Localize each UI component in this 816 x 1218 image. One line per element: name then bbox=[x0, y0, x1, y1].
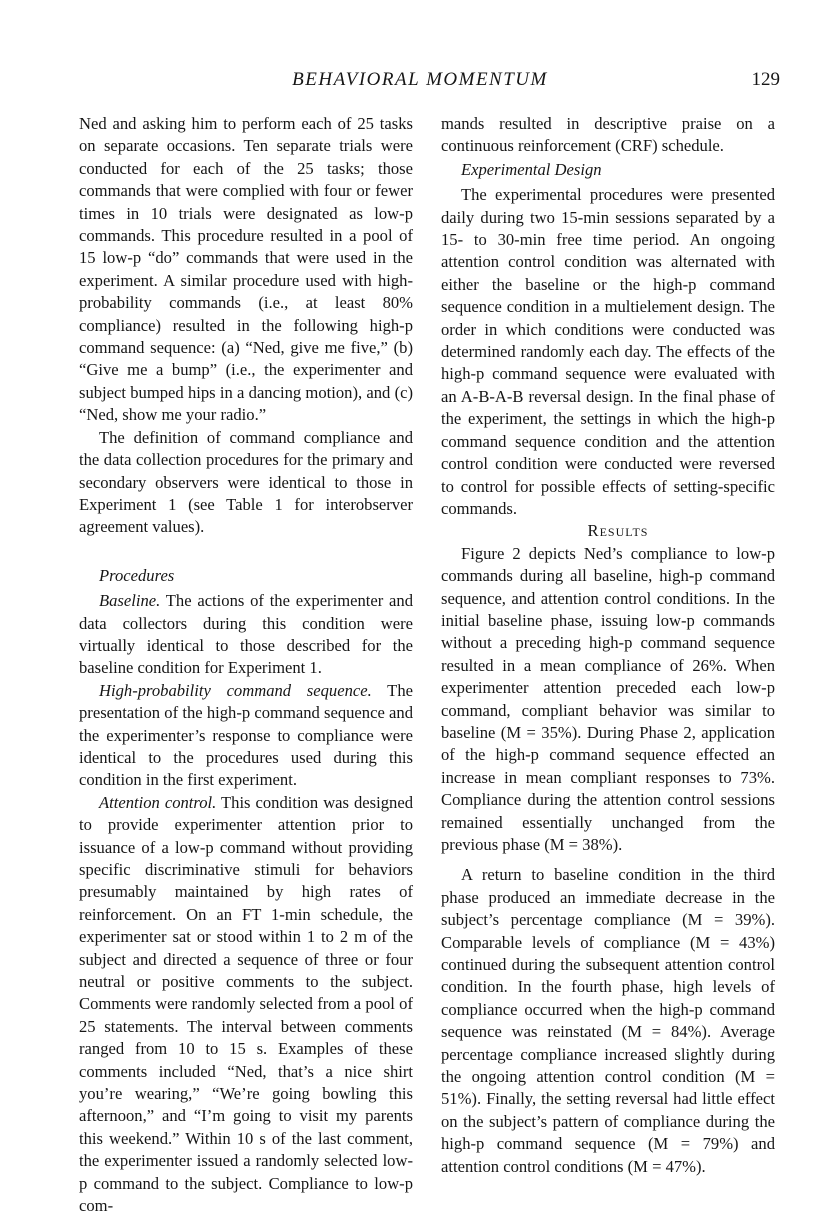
high-p-text: The presentation of the high-p command sequence and the experimenter’s response to compliance were identical to the procedures used during this condition in the first experiment. bbox=[79, 680, 413, 790]
paragraph-gap bbox=[441, 856, 775, 864]
page-number: 129 bbox=[751, 69, 780, 90]
results-paragraph-1: Figure 2 depicts Ned’s compliance to low-p commands during all baseline, high-p command sequence, and attention control conditions. In the initial baseline phase, issuing low-p commands without a preceding high-p command sequence resulted in a mean compliance of 26%. When experimenter attention preceded each low-p command, compliant behavior was similar to baseline (M = 35%). During Phase 2, application of the high-p command sequence effected an increase in mean compliant responses to 73%. Compliance during the attention control sessions remained essentially unchanged from the previous phase (M = 38%). bbox=[441, 543, 775, 854]
left-column bbox=[79, 113, 413, 1218]
procedures-heading: Procedures bbox=[99, 565, 175, 585]
baseline-text: The actions of the experimenter and data collectors during this condition were virtually identical to those described for the baseline condition for Experiment 1. bbox=[79, 591, 413, 678]
continued-paragraph-right: mands resulted in descriptive praise on a continuous reinforcement (CRF) schedule. bbox=[441, 114, 775, 156]
results-heading: Results bbox=[587, 521, 649, 541]
continued-paragraph: Ned and asking him to perform each of 25 tasks on separate occasions. Ten separate trials were conducted for each of the 25 tasks; those commands that were complied with four or fewer times in 10 trials were designated as low-p commands. This procedure resulted in a pool of 15 low-p “do” commands that were used in the experiment. A similar procedure used with high-probability commands (i.e., at least 80% compliance) resulted in the following high-p command sequence: (a) “Ned, give me five,” (b) “Give me a bump” (i.e., the experimenter and subject bumped hips in a dancing motion), and (c) “Ned, show me your radio.” bbox=[79, 114, 413, 425]
attention-control-text: This condition was designed to provide experimenter attention prior to issuance of a low-p command without providing specific discriminative stimuli for behaviors presumably maintained by high rates of reinforcement. On an FT 1-min schedule, the experimenter sat or stood within 1 to 2 m of the subject and directed a sequence of three or four neutral or positive comments to the subject. Comments were randomly selected from a pool of 25 statements. The interval between comments ranged from 10 to 15 s. Examples of these comments included “Ned, that’s a nice shirt you’re wearing,” “We’re going bowling this afternoon,” and “I’m going to visit my parents this weekend.” Within 10 s of the last comment, the experimenter issued a randomly selected low-p command to the subject. Compliance to low-p com- bbox=[79, 792, 413, 1216]
experimental-design-paragraph: The experimental procedures were presented daily during two 15-min sessions separated by a 15- to 30-min free time period. An ongoing attention control condition was alternated with either the baseline or the high-p command sequence condition in a multielement design. The order in which conditions were conducted was determined randomly each day. The effects of the high-p command sequence were evaluated with an A-B-A-B reversal design. In the final phase of the experiment, the settings in which the high-p command sequence condition and the attention control condition were conducted were reversed to control for possible effects of setting-specific commands. bbox=[441, 185, 775, 518]
running-title: BEHAVIORAL MOMENTUM bbox=[292, 69, 548, 90]
attention-control-label: Attention control. bbox=[99, 792, 217, 812]
right-column bbox=[441, 113, 775, 1178]
baseline-paragraph bbox=[79, 590, 413, 680]
results-paragraph-2: A return to baseline condition in the third phase produced an immediate decrease in the subject’s percentage compliance (M = 39%). Comparable levels of compliance (M = 43%) continued during the subsequent attention control condition. In the fourth phase, high levels of compliance occurred when the high-p command sequence was reinstated (M = 84%). Average percentage compliance increased slightly during the ongoing attention control condition (M = 51%). Finally, the setting reversal had little effect on the subject’s pattern of compliance during the high-p command sequence (M = 79%) and attention control conditions (M = 47%). bbox=[441, 865, 775, 1176]
high-p-paragraph bbox=[79, 680, 413, 792]
experimental-design-heading: Experimental Design bbox=[461, 159, 602, 179]
baseline-label: Baseline. bbox=[99, 591, 161, 611]
attention-control-paragraph bbox=[79, 792, 413, 1218]
compliance-definition-paragraph: The definition of command compliance and the data collection procedures for the primary and secondary observers were identical to those in Experiment 1 (see Table 1 for interobserver agreement values). bbox=[79, 427, 413, 537]
high-p-label: High-probability command sequence. bbox=[99, 680, 372, 700]
